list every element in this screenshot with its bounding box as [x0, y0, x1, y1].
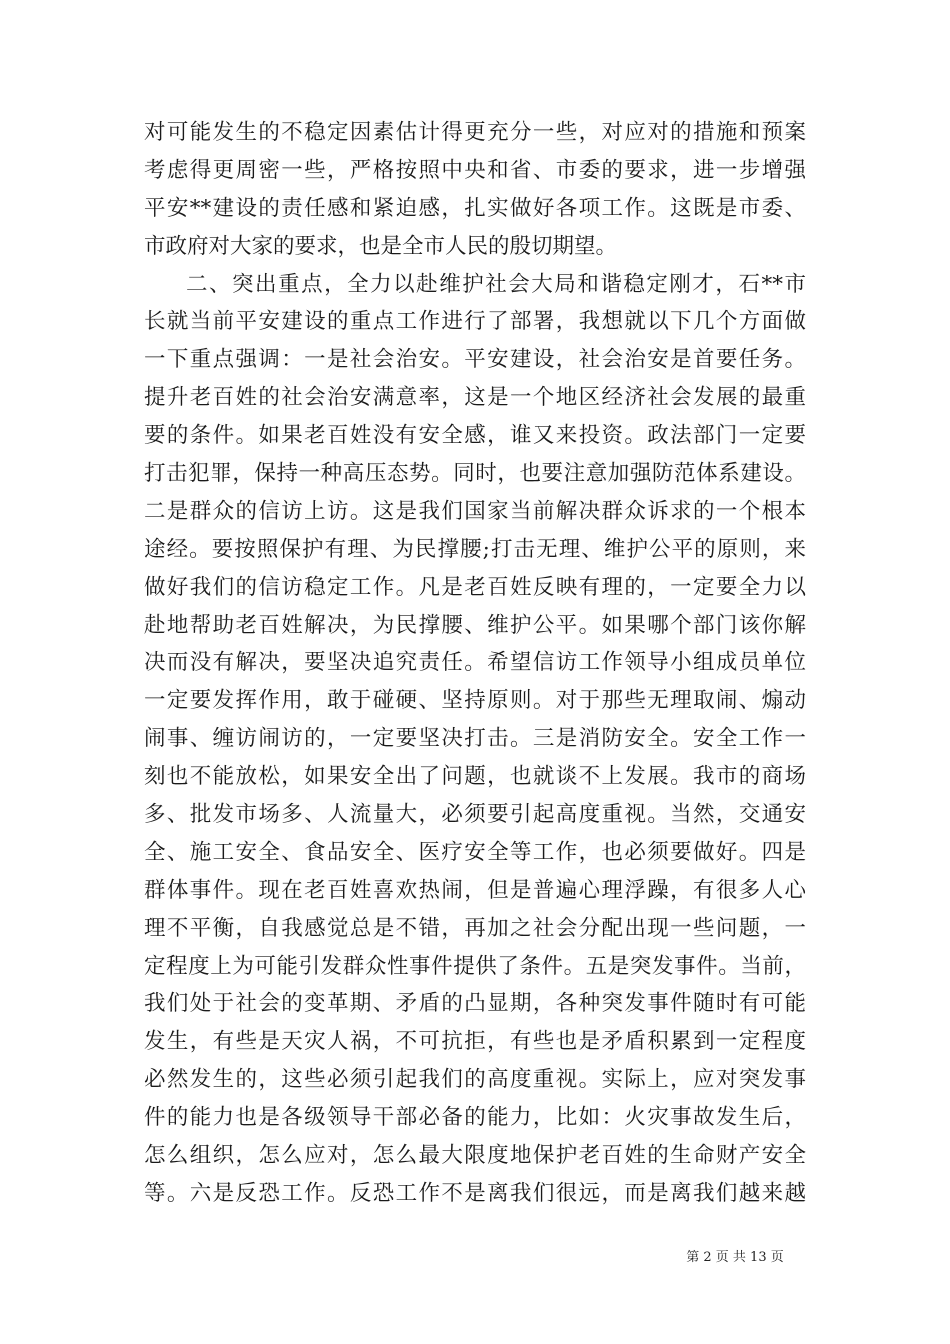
text-line: 打击犯罪，保持一种高压态势。同时，也要注意加强防范体系建设。 [144, 461, 806, 487]
text-line: 市政府对大家的要求，也是全市人民的殷切期望。 [144, 233, 618, 259]
text-line: 必然发生的，这些必须引起我们的高度重视。实际上，应对突发事 [144, 1067, 806, 1093]
text-line: 长就当前平安建设的重点工作进行了部署，我想就以下几个方面做 [144, 309, 806, 335]
text-line: 件的能力也是各级领导干部必备的能力，比如：火灾事故发生后， [144, 1105, 806, 1131]
text-line: 平安**建设的责任感和紧迫感，扎实做好各项工作。这既是市委、 [144, 195, 806, 221]
text-line: 群体事件。现在老百姓喜欢热闹，但是普遍心理浮躁，有很多人心 [144, 877, 806, 903]
text-line: 提升老百姓的社会治安满意率，这是一个地区经济社会发展的最重 [144, 385, 806, 411]
text-line: 发生，有些是天灾人祸，不可抗拒，有些也是矛盾积累到一定程度 [144, 1029, 806, 1055]
text-line: 我们处于社会的变革期、矛盾的凸显期，各种突发事件随时有可能 [144, 991, 806, 1017]
text-line: 多、批发市场多、人流量大，必须要引起高度重视。当然，交通安 [144, 802, 806, 828]
text-line: 一下重点强调：一是社会治安。平安建设，社会治安是首要任务。 [144, 347, 806, 373]
text-line: 刻也不能放松，如果安全出了问题，也就谈不上发展。我市的商场 [144, 764, 806, 790]
document-body [144, 114, 806, 1213]
page-number: 第 2 页 共 13 页 [686, 1250, 784, 1265]
text-line: 等。六是反恐工作。反恐工作不是离我们很远，而是离我们越来越 [144, 1180, 806, 1206]
text-line: 做好我们的信访稳定工作。凡是老百姓反映有理的，一定要全力以 [144, 574, 806, 600]
text-line: 要的条件。如果老百姓没有安全感，谁又来投资。政法部门一定要 [144, 423, 806, 449]
text-line: 怎么组织，怎么应对，怎么最大限度地保护老百姓的生命财产安全 [144, 1143, 806, 1169]
text-line: 途经。要按照保护有理、为民撑腰;打击无理、维护公平的原则，来 [144, 536, 806, 562]
text-line: 二是群众的信访上访。这是我们国家当前解决群众诉求的一个根本 [144, 498, 806, 524]
text-line: 一定要发挥作用，敢于碰硬、坚持原则。对于那些无理取闹、煽动 [144, 688, 806, 714]
text-line: 全、施工安全、食品安全、医疗安全等工作，也必须要做好。四是 [144, 839, 806, 865]
text-line: 理不平衡，自我感觉总是不错，再加之社会分配出现一些问题，一 [144, 915, 806, 941]
text-line: 决而没有解决，要坚决追究责任。希望信访工作领导小组成员单位 [144, 650, 806, 676]
text-line: 考虑得更周密一些，严格按照中央和省、市委的要求，进一步增强 [144, 157, 806, 183]
text-line: 闹事、缠访闹访的，一定要坚决打击。三是消防安全。安全工作一 [144, 726, 806, 752]
paragraph-start-line: 二、突出重点，全力以赴维护社会大局和谐稳定刚才，石**市 [186, 271, 806, 297]
text-line: 赴地帮助老百姓解决，为民撑腰、维护公平。如果哪个部门该你解 [144, 612, 806, 638]
text-line: 定程度上为可能引发群众性事件提供了条件。五是突发事件。当前， [144, 953, 806, 979]
page-footer [0, 1246, 950, 1265]
text-line: 对可能发生的不稳定因素估计得更充分一些，对应对的措施和预案 [144, 120, 806, 145]
